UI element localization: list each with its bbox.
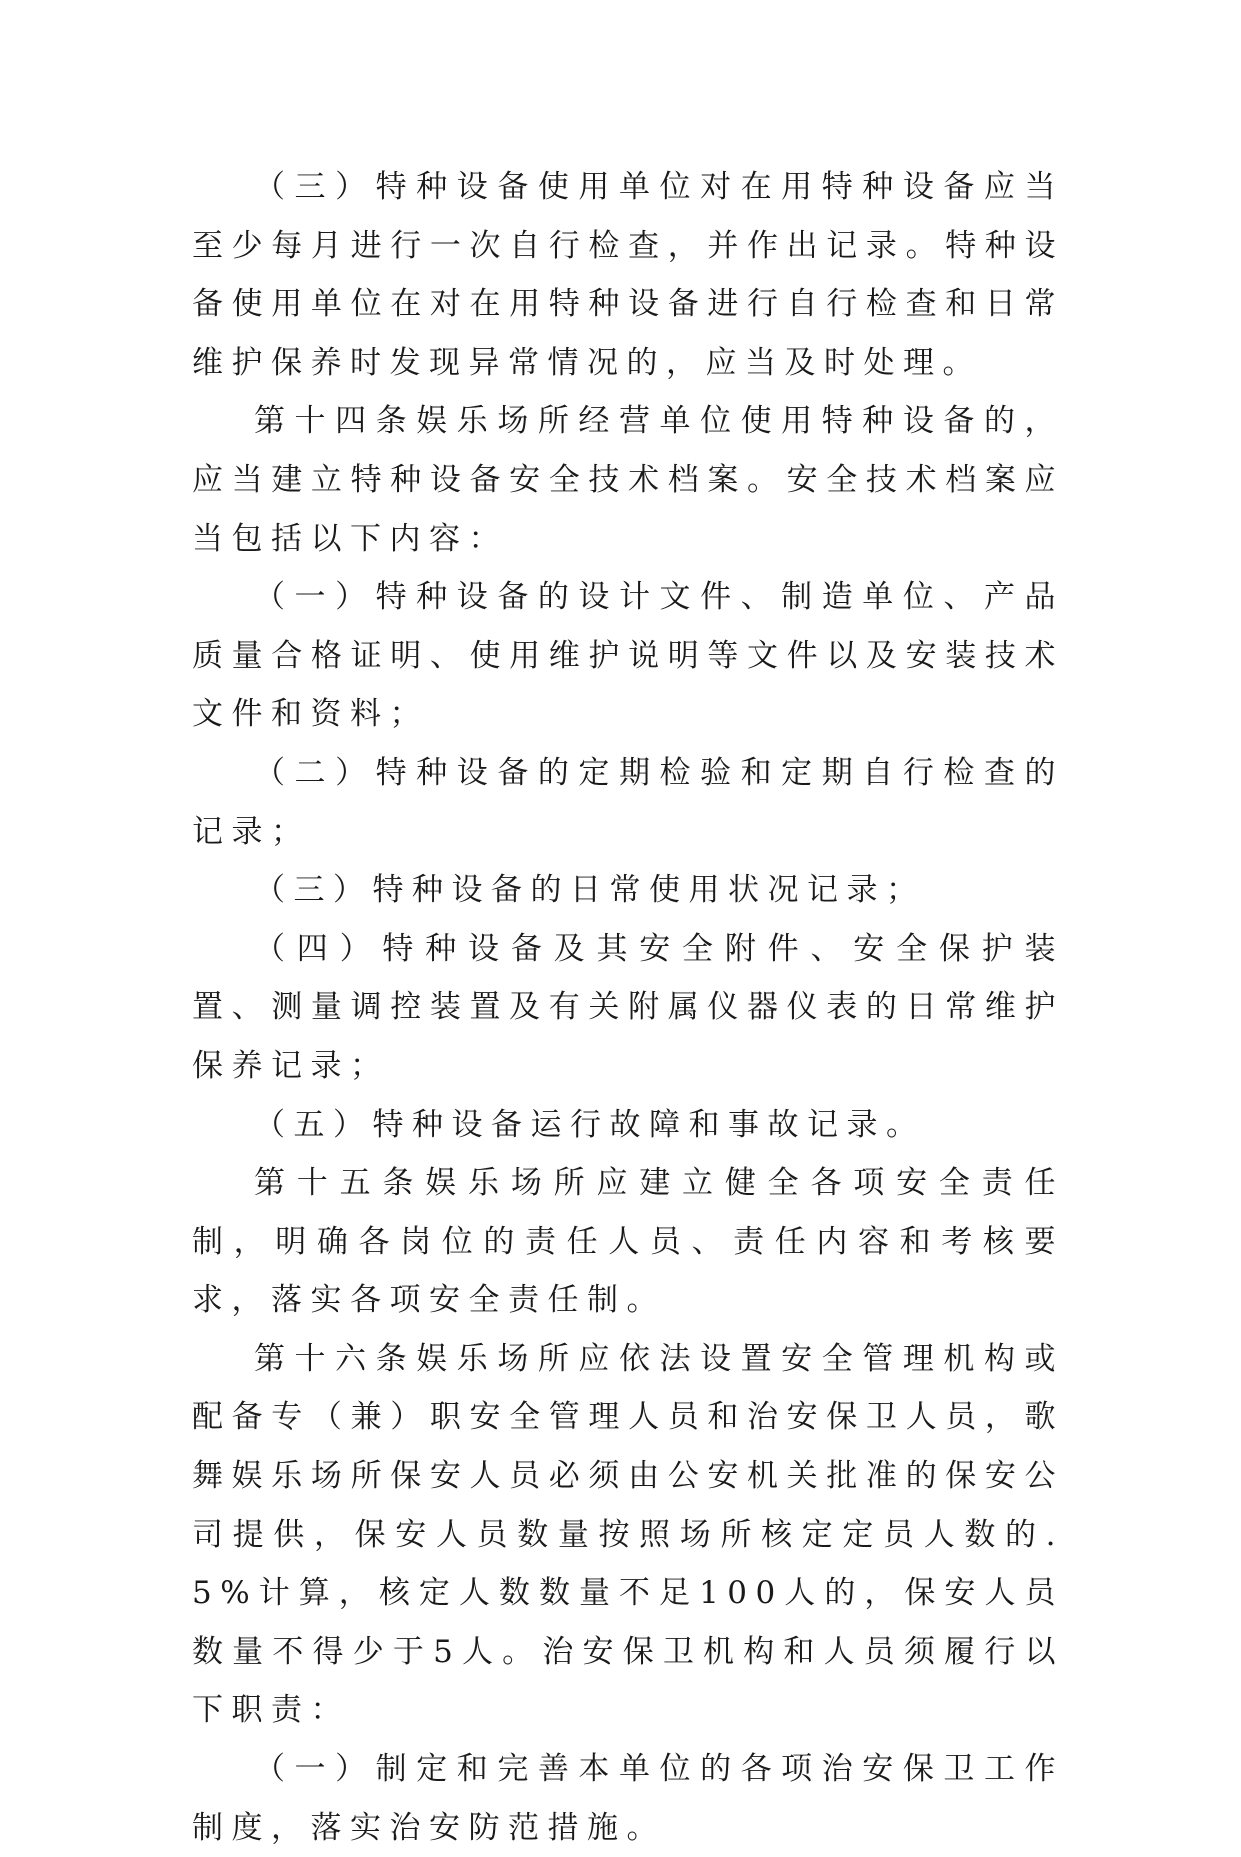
paragraph-item-3-usage-records: （三）特种设备的日常使用状况记录； <box>254 872 926 909</box>
paragraph-article-15: 第十五条娱乐场所应建立健全各项安全责任制，明确各岗位的责任人员、责任内容和考核要求，落实各项安全责任制。 <box>192 1165 1064 1319</box>
paragraph-item-1-design-files: （一）特种设备的设计文件、制造单位、产品质量合格证明、使用维护说明等文件以及安装技术文件和资料； <box>192 579 1064 733</box>
document-body <box>192 158 1064 1857</box>
paragraph-item-4-maintenance-records: （四）特种设备及其安全附件、安全保护装置、测量调控装置及有关附属仪器仪表的日常维护保养记录； <box>192 930 1064 1084</box>
paragraph-self-inspection: （三）特种设备使用单位对在用特种设备应当至少每月进行一次自行检查，并作出记录。特种设备使用单位在对在用特种设备进行自行检查和日常维护保养时发现异常情况的，应当及时处理。 <box>192 169 1064 381</box>
paragraph-article-14: 第十四条娱乐场所经营单位使用特种设备的，应当建立特种设备安全技术档案。安全技术档案应当包括以下内容： <box>192 403 1064 557</box>
paragraph-item-2-inspection-records: （二）特种设备的定期检验和定期自行检查的记录； <box>192 754 1064 850</box>
paragraph-duty-1: （一）制定和完善本单位的各项治安保卫工作制度，落实治安防范措施。 <box>192 1751 1064 1846</box>
paragraph-item-5-fault-records: （五）特种设备运行故障和事故记录。 <box>254 1106 926 1143</box>
paragraph-article-16: 第十六条娱乐场所应依法设置安全管理机构或配备专（兼）职安全管理人员和治安保卫人员，歌舞娱乐场所保安人员必须由公安机关批准的保安公司提供，保安人员数量按照场所核定定员人数的.5%计算，核定人数数量不足100人的，保安人员数量不得少于5人。治安保卫机构和人员须履行以下职责： <box>192 1340 1064 1729</box>
